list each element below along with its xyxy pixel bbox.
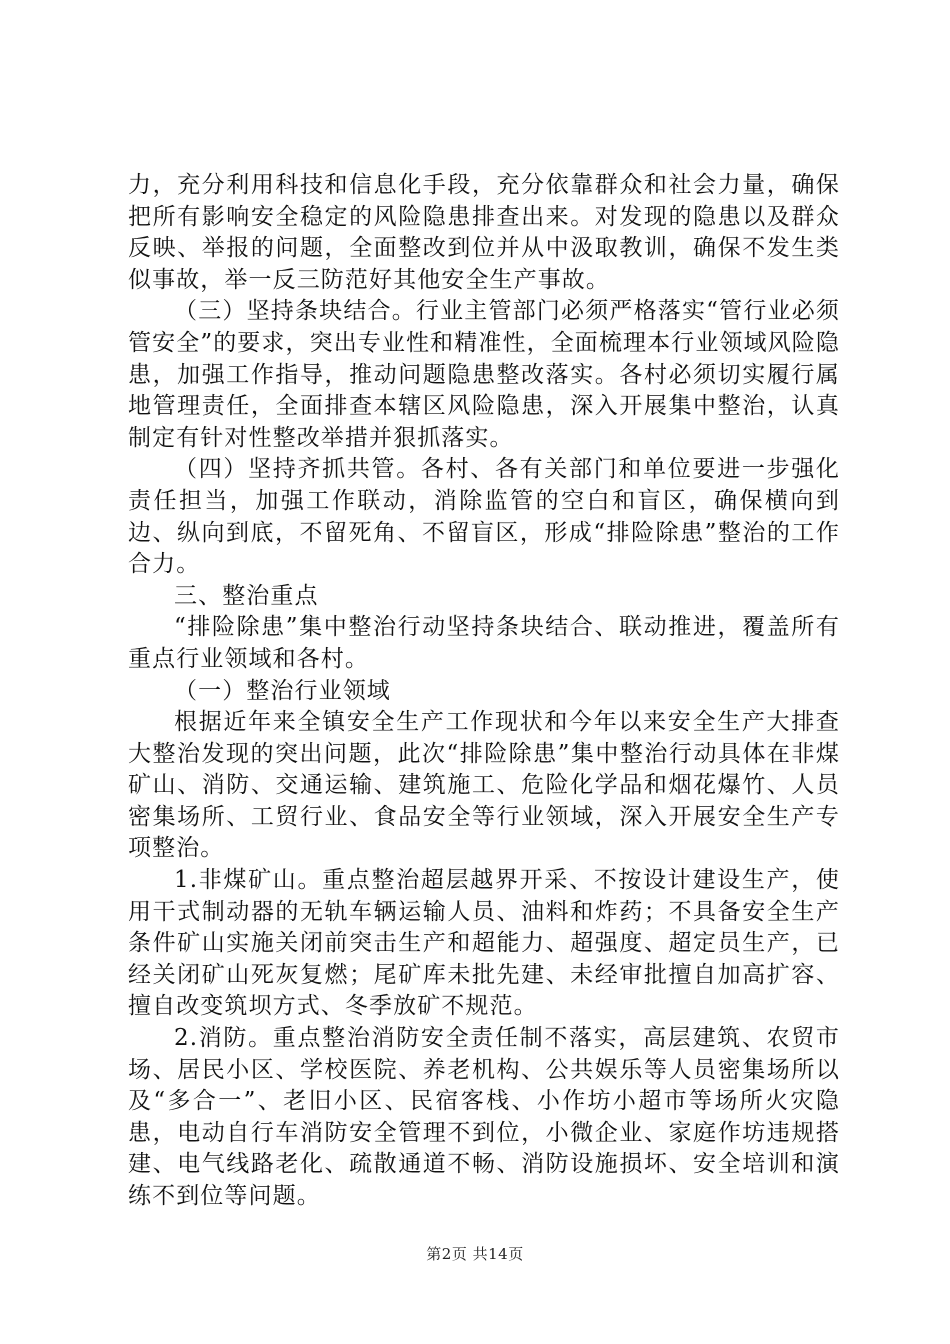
list-item-fire-safety: 2.消防。重点整治消防安全责任制不落实，高层建筑、农贸市场、居民小区、学校医院、养老机构、公共娱乐等人员密集场所以及“多合一”、老旧小区、民宿客栈、小作坊小超市等场所火灾隐患，电动自行车消防安全管理不到位，小微企业、家庭作坊违规搭建、电气线路老化、疏散通道不畅、消防设施损坏、安全培训和演练不到位等问题。: [128, 1025, 840, 1209]
document-body: [128, 170, 840, 1213]
subsection-heading-industries: （一）整治行业领域: [174, 677, 391, 704]
page-number-footer: 第2页 共14页: [426, 1245, 524, 1263]
paragraph-industries-intro: 根据近年来全镇安全生产工作现状和今年以来安全生产大排查大整治发现的突出问题，此次“排险除患”集中整治行动具体在非煤矿山、消防、交通运输、建筑施工、危险化学品和烟花爆竹、人员密集场所、工贸行业、食品安全等行业领域，深入开展安全生产专项整治。: [128, 709, 840, 862]
section-heading-focus: 三、整治重点: [174, 582, 319, 609]
paragraph-principle-four: （四）坚持齐抓共管。各村、各有关部门和单位要进一步强化责任担当，加强工作联动，消除监管的空白和盲区，确保横向到边、纵向到底，不留死角、不留盲区，形成“排险除患”整治的工作合力。: [128, 456, 840, 578]
list-item-non-coal-mines: 1.非煤矿山。重点整治超层越界开采、不按设计建设生产，使用干式制动器的无轨车辆运输人员、油料和炸药；不具备安全生产条件矿山实施关闭前突击生产和超能力、超强度、超定员生产，已经关闭矿山死灰复燃；尾矿库未批先建、未经审批擅自加高扩容、擅自改变筑坝方式、冬季放矿不规范。: [128, 867, 840, 1020]
paragraph-continuation: 力，充分利用科技和信息化手段，充分依靠群众和社会力量，确保把所有影响安全稳定的风险隐患排查出来。对发现的隐患以及群众反映、举报的问题，全面整改到位并从中汲取教训，确保不发生类似事故，举一反三防范好其他安全生产事故。: [128, 172, 840, 293]
paragraph-principle-three: （三）坚持条块结合。行业主管部门必须严格落实“管行业必须管安全”的要求，突出专业性和精准性，全面梳理本行业领域风险隐患，加强工作指导，推动问题隐患整改落实。各村必须切实履行属地管理责任，全面排查本辖区风险隐患，深入开展集中整治，认真制定有针对性整改举措并狠抓落实。: [128, 298, 840, 451]
paragraph-focus-intro: “排险除患”集中整治行动坚持条块结合、联动推进，覆盖所有重点行业领域和各村。: [128, 614, 840, 672]
